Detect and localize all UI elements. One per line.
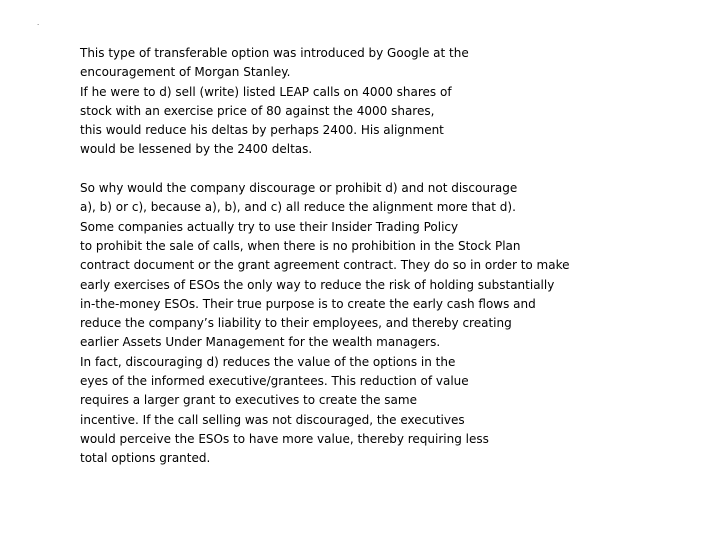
text-line: This type of transferable option was introduced by Google at the [80, 46, 469, 60]
paragraph-2 [80, 179, 700, 468]
text-line: Some companies actually try to use their Insider Trading Policy [80, 219, 459, 234]
corner-mark: . [37, 19, 40, 27]
paragraph-gap [80, 160, 700, 179]
document-body [80, 44, 700, 469]
text-line: So why would the company discourage or prohibit d) and not discourage [80, 181, 518, 196]
text-line: a), b) or c), because a), b), and c) all reduce the alignment more that d). [80, 200, 516, 215]
text-line: contract document or the grant agreement contract. They do so in order to make [80, 258, 570, 273]
text-line: earlier Assets Under Management for the wealth managers. [80, 335, 441, 350]
text-line: would perceive the ESOs to have more value, thereby requiring less [80, 431, 489, 446]
text-line: would be lessened by the 2400 deltas. [80, 142, 313, 157]
text-line: this would reduce his deltas by perhaps 2400. His alignment [80, 123, 444, 138]
text-line: If he were to d) sell (write) listed LEAP calls on 4000 shares of [80, 84, 452, 99]
text-line: in-the-money ESOs. Their true purpose is to create the early cash flows and [80, 296, 536, 311]
text-line: requires a larger grant to executives to create the same [80, 393, 417, 408]
text-line: encouragement of Morgan Stanley. [80, 65, 291, 80]
text-line: total options granted. [80, 451, 211, 466]
text-line: reduce the company’s liability to their employees, and thereby creating [80, 316, 512, 331]
text-line: incentive. If the call selling was not discouraged, the executives [80, 412, 465, 427]
text-line: eyes of the informed executive/grantees. This reduction of value [80, 374, 469, 389]
text-line: stock with an exercise price of 80 against the 4000 shares, [80, 103, 435, 118]
paragraph-1 [80, 44, 700, 160]
text-line: In fact, discouraging d) reduces the value of the options in the [80, 354, 456, 369]
text-line: early exercises of ESOs the only way to reduce the risk of holding substantially [80, 277, 555, 292]
text-line: to prohibit the sale of calls, when there is no prohibition in the Stock Plan [80, 238, 521, 253]
